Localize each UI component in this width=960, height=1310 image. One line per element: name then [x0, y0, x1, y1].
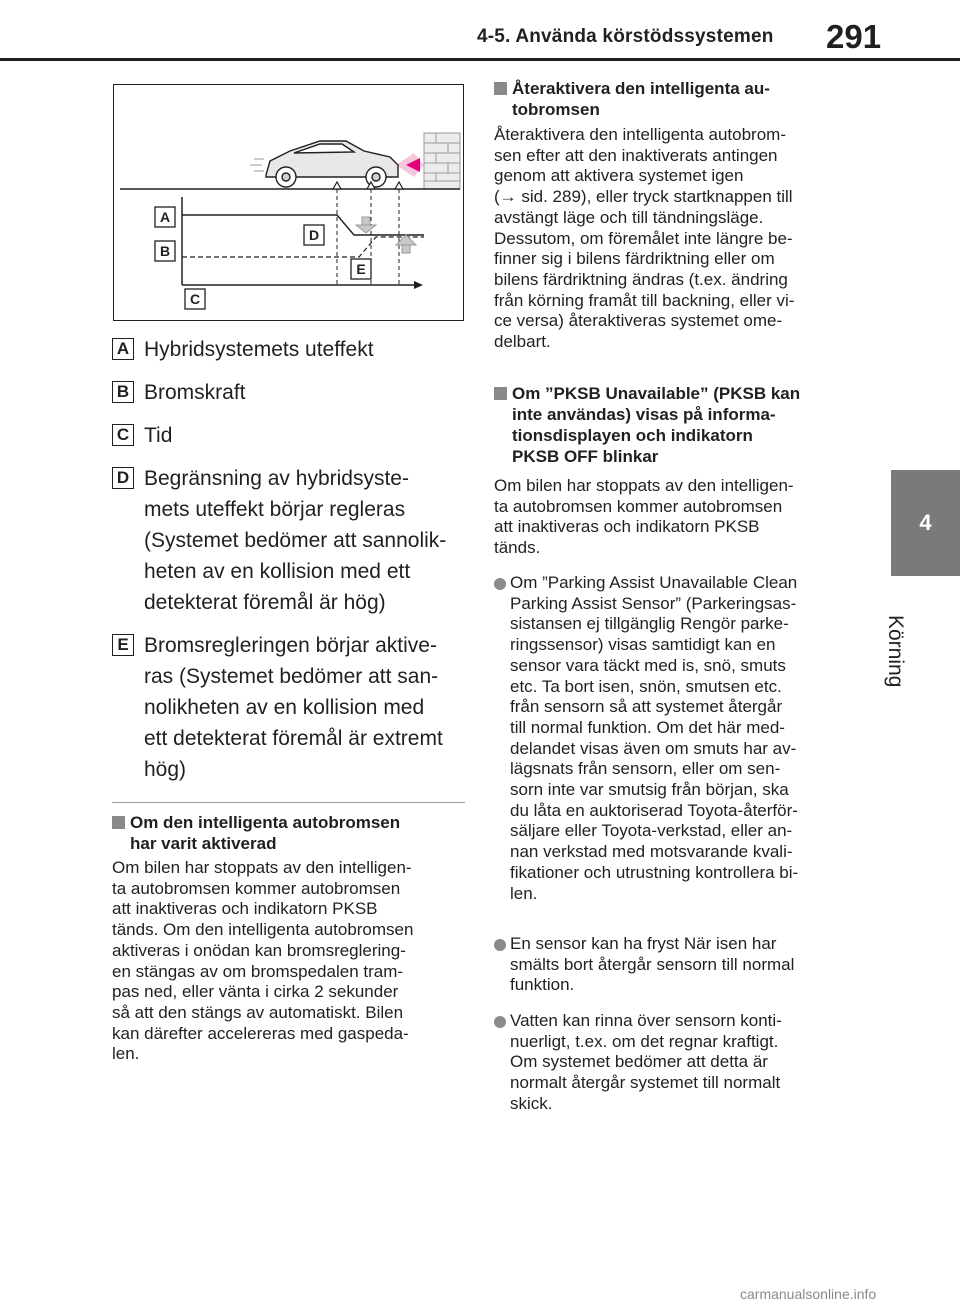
- figure-label-a: A: [159, 209, 171, 225]
- down-arrow: [356, 217, 376, 233]
- bullet-line: len.: [510, 883, 538, 903]
- bullet-line: nan verkstad med motsvarande kvali-: [510, 842, 793, 862]
- bullet-line: smälts bort återgår sensorn till normal: [510, 954, 795, 974]
- hybrid-output-line: [182, 215, 424, 235]
- bullet-line: Vatten kan rinna över sensorn konti-: [510, 1011, 782, 1030]
- header-rule: [476, 58, 960, 61]
- legend-item: [112, 420, 472, 451]
- car-illustration: [250, 141, 398, 187]
- square-bullet-icon: [494, 82, 507, 95]
- bullet-line: säljare eller Toyota-verkstad, eller an-: [510, 821, 793, 841]
- legend-letter-box: E: [112, 634, 134, 656]
- legend-text-line: Bromsregleringen börjar aktive-: [144, 634, 437, 657]
- body-line: len.: [112, 1044, 140, 1064]
- body-line: genom att aktivera systemet igen: [494, 166, 744, 186]
- braking-diagram: [113, 84, 464, 321]
- reactivate-heading: [494, 78, 872, 120]
- heading-line: tobromsen: [512, 100, 600, 119]
- page-number: 291: [826, 18, 882, 55]
- bullet-line: funktion.: [510, 975, 575, 995]
- bullet-line: nuerligt, t.ex. om det regnar kraftigt.: [510, 1031, 779, 1051]
- legend-item: [112, 463, 472, 618]
- watermark: carmanualsonline.info: [740, 1286, 877, 1302]
- legend-text-line: Begränsning av hybridsyste-: [144, 467, 409, 490]
- chapter-number: 4: [919, 510, 932, 535]
- figure-legend: [112, 334, 472, 797]
- wall-illustration: [424, 133, 460, 189]
- legend-item: [112, 630, 472, 785]
- legend-letter-box: A: [112, 338, 134, 360]
- body-line: sen efter att den inaktiverats antingen: [494, 145, 778, 165]
- figure-label-e: E: [356, 261, 366, 277]
- body-line: att inaktiveras och indikatorn PKSB: [494, 517, 760, 537]
- heading-line: Om ”PKSB Unavailable” (PKSB kan: [512, 384, 801, 403]
- bullet-line: Parking Assist Sensor” (Parkeringsas-: [510, 593, 797, 613]
- bullet-frozen-sensor: [494, 934, 870, 996]
- circle-bullet-icon: [494, 1016, 506, 1028]
- legend-letter-box: B: [112, 381, 134, 403]
- body-line: en stängas av om bromspedalen tram-: [112, 961, 404, 981]
- body-line: tänds. Om den intelligenta autobromsen: [112, 920, 414, 940]
- legend-text-line: Bromskraft: [144, 381, 246, 404]
- body-line: Dessutom, om föremålet inte längre be-: [494, 228, 793, 248]
- heading-line: Om den intelligenta autobromsen: [130, 813, 401, 832]
- body-line: Om bilen har stoppats av den intelligen-: [112, 858, 412, 877]
- figure-label-d: D: [308, 227, 320, 243]
- bullet-line: sistansen ej tillgänglig Rengör parke-: [510, 614, 789, 634]
- reactivate-body: [494, 125, 854, 353]
- body-line: delbart.: [494, 332, 551, 352]
- bullet-water-sensor: [494, 1011, 870, 1115]
- legend-text-line: mets uteffekt börjar regleras: [144, 498, 406, 521]
- bullet-parking-sensor: [494, 573, 870, 904]
- bullet-line: sensor vara täckt med is, snö, smuts: [510, 655, 786, 675]
- bullet-line: delandet visas även om smuts har av-: [510, 738, 797, 758]
- legend-text-line: hög): [144, 758, 187, 781]
- bullet-line: lägsnats från sensorn, eller om sen-: [510, 759, 781, 779]
- heading-line: inte användas) visas på informa-: [512, 405, 776, 424]
- bullet-line: fikationer och utrustning kontrollera bi-: [510, 862, 799, 882]
- legend-text-line: Hybridsystemets uteffekt: [144, 338, 374, 361]
- legend-item: [112, 377, 472, 408]
- body-line: finner sig i bilens färdriktning eller om: [494, 249, 775, 269]
- bullet-line: En sensor kan ha fryst När isen har: [510, 934, 777, 953]
- heading-line: Återaktivera den intelligenta au-: [512, 79, 770, 98]
- heading-line: PKSB OFF blinkar: [512, 447, 659, 466]
- heading-line: har varit aktiverad: [130, 834, 277, 853]
- section-title: 4-5. Använda körstödssystemen: [477, 26, 774, 47]
- pksb-unavailable-heading: [494, 383, 872, 467]
- legend-text-line: ett detekterat föremål är extremt: [144, 727, 443, 750]
- bullet-line: Om ”Parking Assist Unavailable Clean: [510, 573, 798, 592]
- body-line: avstängt läge och till tändningsläge.: [494, 207, 764, 227]
- body-line: Om bilen har stoppats av den intelligen-: [494, 476, 794, 495]
- body-line: (→ sid. 289), eller tryck startknappen till: [494, 187, 793, 207]
- body-line: aktiveras i onödan kan bromsreglering-: [112, 940, 406, 960]
- legend-text-line: nolikheten av en kollision med: [144, 696, 425, 719]
- left-section-body: [112, 858, 467, 1065]
- chapter-label: Körning: [884, 615, 907, 688]
- left-section-heading: [112, 812, 480, 854]
- bullet-line: skick.: [510, 1093, 553, 1113]
- body-line: ce versa) återaktiveras systemet ome-: [494, 311, 783, 331]
- bullet-line: ringssensor) visas samtidigt kan en: [510, 635, 776, 655]
- legend-letter-box: D: [112, 467, 134, 489]
- legend-text-line: ras (Systemet bedömer att san-: [144, 665, 439, 688]
- square-bullet-icon: [112, 816, 125, 829]
- legend-text-line: (Systemet bedömer att sannolik-: [144, 529, 447, 552]
- bullet-line: du låta en auktoriserad Toyota-återför-: [510, 800, 798, 820]
- body-line: tänds.: [494, 538, 541, 558]
- body-line: bilens färdriktning ändras (t.ex. ändring: [494, 269, 788, 289]
- figure-label-b: B: [159, 243, 171, 259]
- square-bullet-icon: [494, 387, 507, 400]
- figure-label-c: C: [189, 291, 201, 307]
- legend-text-line: detekterat föremål är hög): [144, 591, 386, 614]
- legend-text-line: heten av en kollision med ett: [144, 560, 411, 583]
- body-line: så att den stängs av automatiskt. Bilen: [112, 1002, 404, 1022]
- legend-letter-box: C: [112, 424, 134, 446]
- body-line: pas ned, eller vänta i cirka 2 sekunder: [112, 982, 399, 1002]
- legend-text-line: Tid: [144, 424, 173, 447]
- bullet-line: normalt återgår systemet till normalt: [510, 1073, 781, 1093]
- up-arrow: [396, 235, 416, 253]
- bullet-line: från sensorn så att systemet återgår: [510, 697, 783, 717]
- body-line: ta autobromsen kommer autobromsen: [494, 496, 783, 516]
- bullet-line: sorn inte var smutsig från början, ska: [510, 780, 789, 800]
- legend-item: [112, 334, 472, 365]
- header-rule: [0, 58, 476, 61]
- circle-bullet-icon: [494, 578, 506, 590]
- circle-bullet-icon: [494, 939, 506, 951]
- body-line: att inaktiveras och indikatorn PKSB: [112, 899, 378, 919]
- body-line: Återaktivera den intelligenta autobrom-: [494, 125, 786, 144]
- heading-line: tionsdisplayen och indikatorn: [512, 426, 753, 445]
- section-divider: [112, 802, 465, 803]
- bullet-line: till normal funktion. Om det här med-: [510, 717, 785, 737]
- braking-force-line: [182, 237, 424, 257]
- bullet-line: Om systemet bedömer att detta är: [510, 1052, 768, 1072]
- pksb-unavailable-body: [494, 476, 854, 559]
- body-line: kan därefter accelereras med gaspeda-: [112, 1023, 409, 1043]
- bullet-line: etc. Ta bort isen, snön, smutsen etc.: [510, 676, 782, 696]
- chapter-tab: [891, 470, 960, 576]
- body-line: ta autobromsen kommer autobromsen: [112, 878, 401, 898]
- body-line: från körning framåt till backning, eller vi-: [494, 290, 795, 310]
